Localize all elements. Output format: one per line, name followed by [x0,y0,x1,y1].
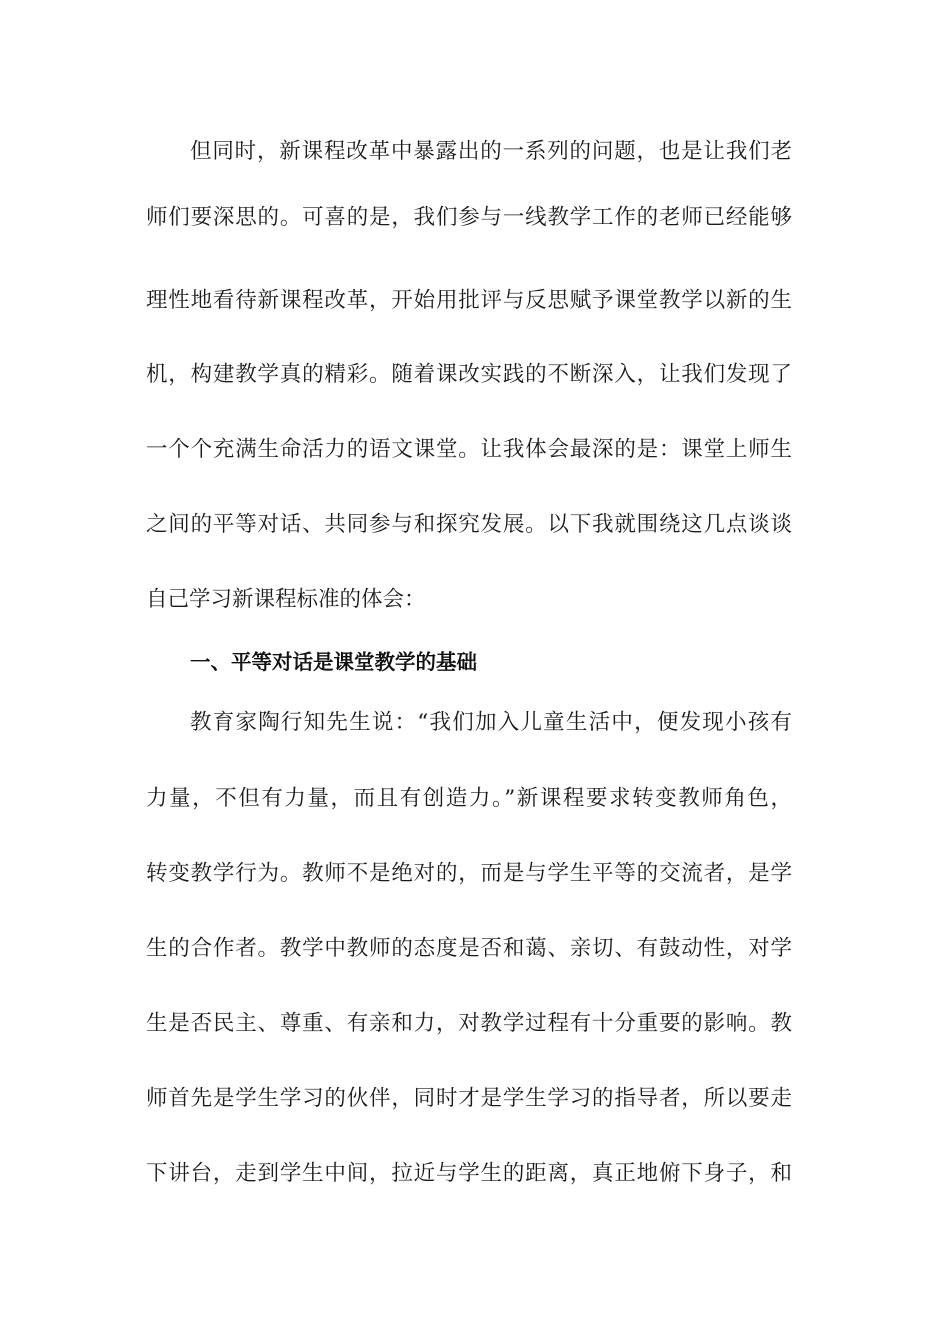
paragraph-1-line-7: 自己学习新课程标准的体会： [146,587,426,612]
paragraph-2-line-1: 教育家陶行知先生说：“我们加入儿童生活中，便发现小孩有 [190,710,792,735]
paragraph-1-line-6: 之间的平等对话、共同参与和探究发展。以下我就围绕这几点谈谈 [146,512,792,537]
paragraph-1-line-1: 但同时，新课程改革中暴露出的一系列的问题，也是让我们老 [190,139,792,164]
paragraph-2-line-7: 下讲台，走到学生中间，拉近与学生的距离，真正地俯下身子，和 [146,1161,792,1186]
paragraph-2-line-2: 力量，不但有力量，而且有创造力。”新课程要求转变教师角色， [146,786,792,811]
paragraph-1-line-5: 一个个充满生命活力的语文课堂。让我体会最深的是：课堂上师生 [146,437,792,462]
paragraph-1-line-3: 理性地看待新课程改革，开始用批评与反思赋予课堂教学以新的生 [146,288,792,313]
section-heading: 一、平等对话是课堂教学的基础 [190,650,477,674]
paragraph-1-line-4: 机，构建教学真的精彩。随着课改实践的不断深入，让我们发现了 [146,362,792,387]
paragraph-1-line-2: 师们要深思的。可喜的是，我们参与一线教学工作的老师已经能够 [146,205,792,230]
paragraph-2-line-4: 生的合作者。教学中教师的态度是否和蔼、亲切、有鼓动性，对学 [146,936,792,961]
paragraph-2-line-6: 师首先是学生学习的伙伴，同时才是学生学习的指导者，所以要走 [146,1086,792,1111]
paragraph-2-line-5: 生是否民主、尊重、有亲和力，对教学过程有十分重要的影响。教 [146,1011,792,1036]
paragraph-2-line-3: 转变教学行为。教师不是绝对的，而是与学生平等的交流者，是学 [146,861,792,886]
